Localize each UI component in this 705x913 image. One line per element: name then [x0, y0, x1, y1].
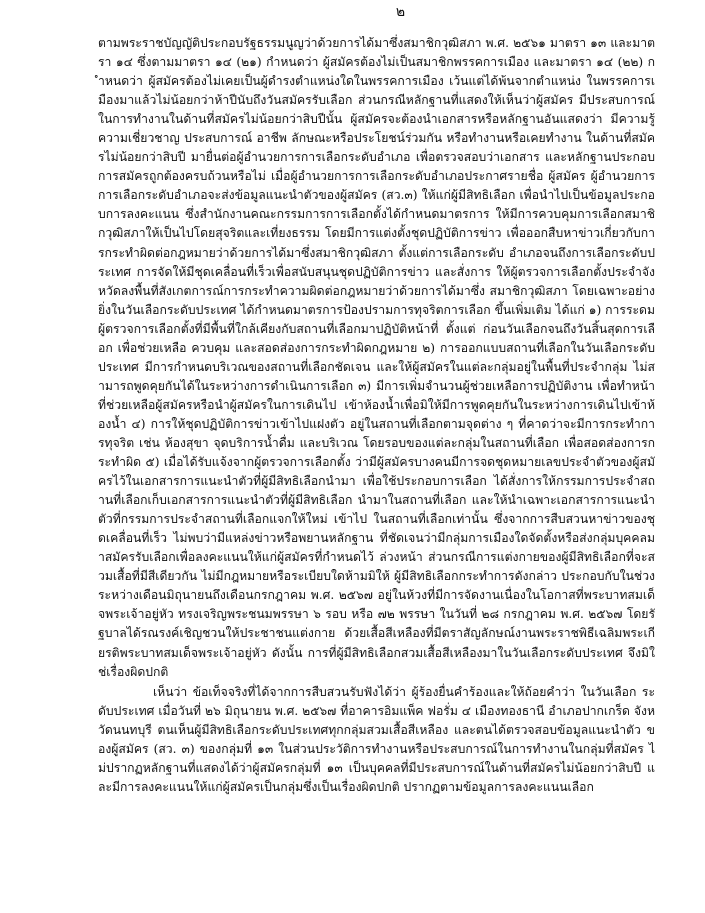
- page-number: ๒: [395, 4, 406, 20]
- body-paragraph-1: ตามพระราชบัญญัติประกอบรัฐธรรมนูญว่าด้วยการได้มาซึ่งสมาชิกวุฒิสภา พ.ศ. ๒๕๖๑ มาตรา ๑๓ และมาตรา ๑๔ ซึ่งตามมาตรา ๑๔ (๒๑) กำหนดว่า ผู้สมัครต้องไม่เป็นสมาชิกพรรคการเมือง และมาตรา ๑๔ (๒๒) กำหนดว่า ผู้สมัครต้องไม่เคยเป็นผู้ดำรงตำแหน่งใดในพรรคการเมือง เว้นแต่ได้พ้นจากตำแหน่ง ในพรรคการเมืองมาแล้วไม่น้อยกว่าห้าปีนับถึงวันสมัครรับเลือก ส่วนกรณีหลักฐานที่แสดงให้เห็นว่าผู้สมัคร มีประสบการณ์ในการทำงานในด้านที่สมัครไม่น้อยกว่าสิบปีนั้น ผู้สมัครจะต้องนำเอกสารหรือหลักฐานอันแสดงว่า มีความรู้ ความเชี่ยวชาญ ประสบการณ์ อาชีพ ลักษณะหรือประโยชน์ร่วมกัน หรือทำงานหรือเคยทำงาน ในด้านที่สมัครไม่น้อยกว่าสิบปี มายื่นต่อผู้อำนวยการการเลือกระดับอำเภอ เพื่อตรวจสอบว่าเอกสาร และหลักฐานประกอบการสมัครถูกต้องครบถ้วนหรือไม่ เมื่อผู้อำนวยการการเลือกระดับอำเภอประกาศรายชื่อ ผู้สมัคร ผู้อำนวยการการเลือกระดับอำเภอจะส่งข้อมูลแนะนำตัวของผู้สมัคร (สว.๓) ให้แก่ผู้มีสิทธิเลือก เพื่อนำไปเป็นข้อมูลประกอบการลงคะแนน ซึ่งสำนักงานคณะกรรมการการเลือกตั้งได้กำหนดมาตรการ ให้มีการควบคุมการเลือกสมาชิกวุฒิสภาให้เป็นไปโดยสุจริตและเที่ยงธรรม โดยมีการแต่งตั้งชุดปฏิบัติการข่าว เพื่อออกสืบหาข่าวเกี่ยวกับการกระทำผิดต่อกฎหมายว่าด้วยการได้มาซึ่งสมาชิกวุฒิสภา ตั้งแต่การเลือกระดับ อำเภอจนถึงการเลือกระดับประเทศ การจัดให้มีชุดเคลื่อนที่เร็วเพื่อสนับสนุนชุดปฏิบัติการข่าว และสั่งการ ให้ผู้ตรวจการเลือกตั้งประจำจังหวัดลงพื้นที่สังเกตการณ์การกระทำความผิดต่อกฎหมายว่าด้วยการได้มาซึ่ง สมาชิกวุฒิสภา โดยเฉพาะอย่างยิ่งในวันเลือกระดับประเทศ ได้กำหนดมาตรการป้องปรามการทุจริตการเลือก ขึ้นเพิ่มเติม ได้แก่ ๑) การระดมผู้ตรวจการเลือกตั้งที่มีพื้นที่ใกล้เคียงกับสถานที่เลือกมาปฏิบัติหน้าที่ ตั้งแต่ ก่อนวันเลือกจนถึงวันสิ้นสุดการเลือก เพื่อช่วยเหลือ ควบคุม และสอดส่องการกระทำผิดกฎหมาย ๒) การออกแบบสถานที่เลือกในวันเลือกระดับประเทศ มีการกำหนดบริเวณของสถานที่เลือกชัดเจน และให้ผู้สมัครในแต่ละกลุ่มอยู่ในพื้นที่ประจำกลุ่ม ไม่สามารถพูดคุยกันได้ในระหว่างการดำเนินการเลือก ๓) มีการเพิ่มจำนวนผู้ช่วยเหลือการปฏิบัติงาน เพื่อทำหน้าที่ช่วยเหลือผู้สมัครหรือนำผู้สมัครในการเดินไป เข้าห้องน้ำเพื่อมิให้มีการพูดคุยกันในระหว่างการเดินไปเข้าห้องน้ำ ๔) การให้ชุดปฏิบัติการข่าวเข้าไปแฝงตัว อยู่ในสถานที่เลือกตามจุดต่าง ๆ ที่คาดว่าจะมีการกระทำการทุจริต เช่น ห้องสุขา จุดบริการน้ำดื่ม และบริเวณ โดยรอบของแต่ละกลุ่มในสถานที่เลือก เพื่อสอดส่องการกระทำผิด ๕) เมื่อได้รับแจ้งจากผู้ตรวจการเลือกตั้ง ว่ามีผู้สมัครบางคนมีการจดชุดหมายเลขประจำตัวของผู้สมัครไว้ในเอกสารการแนะนำตัวที่ผู้มีสิทธิเลือกนำมา เพื่อใช้ประกอบการเลือก ได้สั่งการให้กรรมการประจำสถานที่เลือกเก็บเอกสารการแนะนำตัวที่ผู้มีสิทธิเลือก นำมาในสถานที่เลือก และให้นำเฉพาะเอกสารการแนะนำตัวที่กรรมการประจำสถานที่เลือกแจกให้ใหม่ เข้าไป ในสถานที่เลือกเท่านั้น ซึ่งจากการสืบสวนหาข่าวของชุดเคลื่อนที่เร็ว ไม่พบว่ามีแหล่งข่าวหรือพยานหลักฐาน ที่ชัดเจนว่ามีกลุ่มการเมืองใดจัดตั้งหรือส่งกลุ่มบุคคลมาสมัครรับเลือกเพื่อลงคะแนนให้แก่ผู้สมัครที่กำหนดไว้ ล่วงหน้า ส่วนกรณีการแต่งกายของผู้มีสิทธิเลือกที่จะสวมเสื้อที่มีสีเดียวกัน ไม่มีกฎหมายหรือระเบียบใดห้ามมิให้ ผู้มีสิทธิเลือกกระทำการดังกล่าว ประกอบกับในช่วงระหว่างเดือนมิถุนายนถึงเดือนกรกฎาคม พ.ศ. ๒๕๖๗ อยู่ในห้วงที่มีการจัดงานเนื่องในโอกาสที่พระบาทสมเด็จพระเจ้าอยู่หัว ทรงเจริญพระชนมพรรษา ๖ รอบ หรือ ๗๒ พรรษา ในวันที่ ๒๘ กรกฎาคม พ.ศ. ๒๕๖๗ โดยรัฐบาลได้รณรงค์เชิญชวนให้ประชาชนแต่งกาย ด้วยเสื้อสีเหลืองที่มีตราสัญลักษณ์งานพระราชพิธีเฉลิมพระเกียรติพระบาทสมเด็จพระเจ้าอยู่หัว ดังนั้น การที่ผู้มีสิทธิเลือกสวมเสื้อสีเหลืองมาในวันเลือกระดับประเทศ จึงมิใช่เรื่องผิดปกติ: [98, 36, 655, 679]
- body-paragraph-2: เห็นว่า ข้อเท็จจริงที่ได้จากการสืบสวนรับฟังได้ว่า ผู้ร้องยื่นคำร้องและให้ถ้อยคำว่า ในวันเลือก ระดับประเทศ เมื่อวันที่ ๒๖ มิถุนายน พ.ศ. ๒๕๖๗ ที่อาคารอิมแพ็ค ฟอรั่ม ๔ เมืองทองธานี อำเภอปากเกร็ด จังหวัดนนทบุรี ตนเห็นผู้มีสิทธิเลือกระดับประเทศทุกกลุ่มสวมเสื้อสีเหลือง และตนได้ตรวจสอบข้อมูลแนะนำตัว ของผู้สมัคร (สว. ๓) ของกลุ่มที่ ๑๓ ในส่วนประวัติการทำงานหรือประสบการณ์ในการทำงานในกลุ่มที่สมัคร ไม่ปรากฏหลักฐานที่แสดงได้ว่าผู้สมัครกลุ่มที่ ๑๓ เป็นบุคคลที่มีประสบการณ์ในด้านที่สมัครไม่น้อยกว่าสิบปี และมีการลงคะแนนให้แก่ผู้สมัครเป็นกลุ่มซึ่งเป็นเรื่องผิดปกติ ปรากฏตามข้อมูลการลงคะแนนเลือก: [98, 684, 655, 794]
